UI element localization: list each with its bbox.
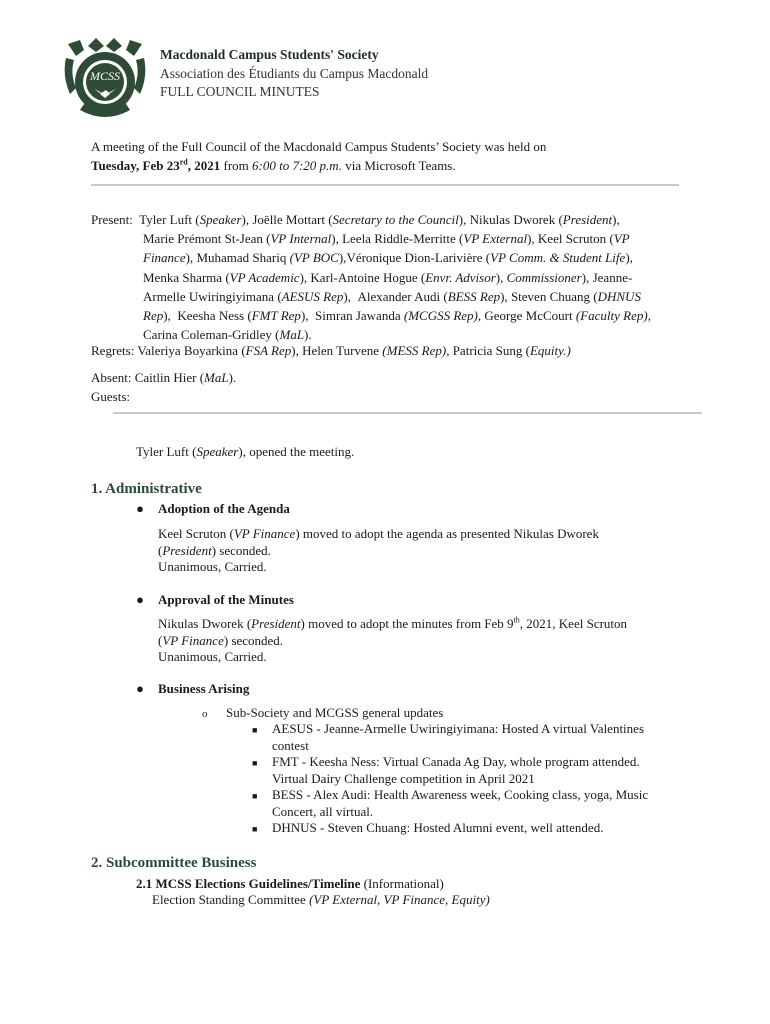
meeting-date-line [91,156,711,175]
update-fmt: FMT - Keesha Ness: Virtual Canada Ag Day, whole program attended. Virtual Dairy Challenge competition in April 2021 [272,754,640,786]
circle-bullet-icon: o [202,708,208,720]
meeting-intro [91,137,711,175]
guests-label: Guests: [91,389,130,404]
present-list: Present: Tyler Luft (Speaker), Joëlle Mottart (Secretary to the Council), Nikulas Dworek (President), Marie Prémont St-Jean (VP Internal), Leela Riddle-Merritte (VP External), Keel Scruton (VP Finance), Muhamad Shariq (VP BOC),Véronique Dion-Larivière (VP Comm. & Student Life), Menka Sharma (VP Academic), Karl-Antoine Hogue (Envr. Advisor), Commissioner), Jeanne- Armelle Uwiringiyimana (AESUS Rep), Alexander Audi (BESS Rep), Steven Chuang (DHNUS Rep), Keesha Ness (FMT Rep), Simran Jawanda (MCGSS Rep), George McCourt (Faculty Rep), Carina Coleman-Gridley (MaL). [91,212,651,343]
logo-text: MCSS [90,69,120,83]
bullet-icon: ● [136,681,144,696]
meeting-date: Tuesday, Feb 23 [91,158,180,173]
section-2-title: 2. Subcommittee Business [91,855,257,871]
update-aesus: AESUS - Jeanne-Armelle Uwiringiyimana: Hosted A virtual Valentines contest [272,721,644,753]
update-dhnus: DHNUS - Steven Chuang: Hosted Alumni event, well attended. [272,820,604,835]
bullet-icon: ● [136,501,144,516]
elections-guidelines: 2.1 MCSS Elections Guidelines/Timeline (Informational) [136,876,444,891]
business-sub: Sub-Society and MCGSS general updates [226,705,444,720]
square-bullet-icon: ■ [252,758,258,768]
meeting-time: 6:00 to 7:20 p.m. [252,158,342,173]
adoption-title: Adoption of the Agenda [158,501,290,516]
absent-list: Absent: Caitlin Hier (MaL). Guests: [91,370,237,404]
square-bullet-icon: ■ [252,791,258,801]
regrets-list: Regrets: Valeriya Boyarkina (FSA Rep), Helen Turvene (MESS Rep), Patricia Sung (Equity.) [91,343,571,358]
mcss-logo [60,36,150,120]
present-label: Present: [91,212,133,227]
business-arising-title: Business Arising [158,681,250,696]
intro-from: from [220,158,253,173]
divider-2 [113,412,702,414]
org-name-fr: Association des Étudiants du Campus Macdonald [160,65,429,81]
approval-text: Nikulas Dworek (President) moved to adopt the minutes from Feb 9th, 2021, Keel Scruton (VP Finance) seconded. Unanimous, Carried. [158,615,628,664]
document-header [160,46,428,102]
section-1-title: 1. Administrative [91,481,202,497]
divider-1 [91,184,679,186]
meeting-year: , 2021 [187,158,221,173]
update-bess: BESS - Alex Audi: Health Awareness week, Cooking class, yoga, Music Concert, all virtual. [272,787,649,819]
doc-type: FULL COUNCIL MINUTES [160,84,320,99]
bullet-icon: ● [136,592,144,607]
adoption-text: Keel Scruton (VP Finance) moved to adopt the agenda as presented Nikulas Dworek (President) seconded. Unanimous, Carried. [158,526,599,574]
square-bullet-icon: ■ [252,725,258,735]
intro-line: A meeting of the Full Council of the Macdonald Campus Students’ Society was held on [91,139,547,154]
meeting-via: via Microsoft Teams. [341,158,456,173]
square-bullet-icon: ■ [252,824,258,834]
meeting-date-sup: rd [179,157,188,167]
org-name: Macdonald Campus Students' Society [160,47,379,62]
opening-line: Tyler Luft (Speaker), opened the meeting. [136,444,355,459]
approval-title: Approval of the Minutes [158,592,294,607]
election-committee: Election Standing Committee (VP External, VP Finance, Equity) [152,892,490,907]
